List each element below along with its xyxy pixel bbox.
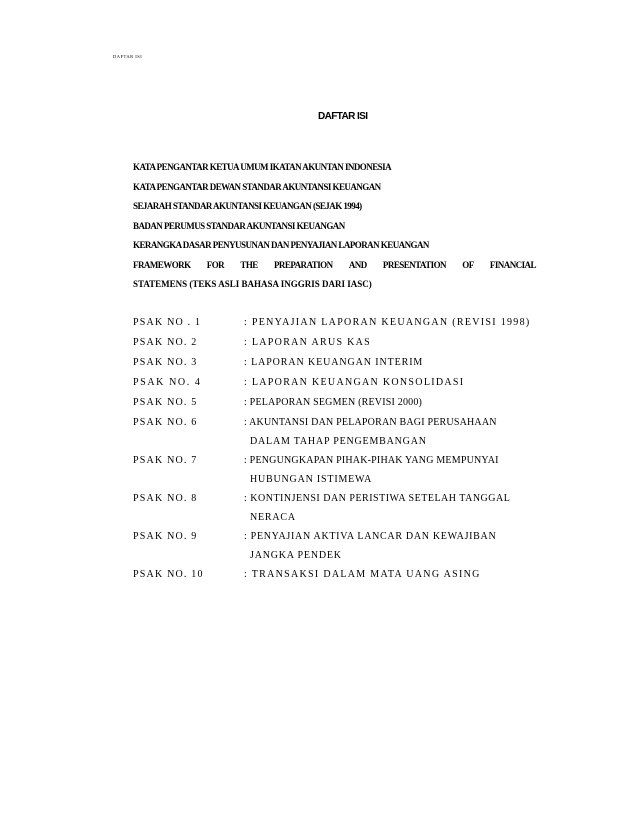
psak-title-line: : AKUNTANSI DAN PELAPORAN BAGI PERUSAHAAN — [244, 417, 497, 428]
psak-row — [133, 393, 553, 413]
front-matter-item: KATA PENGANTAR KETUA UMUM IKATAN AKUNTAN INDONESIA — [133, 162, 392, 172]
front-matter-item: BADAN PERUMUS STANDAR AKUNTANSI KEUANGAN — [133, 220, 345, 231]
framework-word: PREPARATION — [273, 259, 333, 270]
front-matter-list — [133, 158, 536, 295]
psak-title: : TRANSAKSI DALAM MATA UANG ASING — [244, 569, 481, 580]
front-matter-item: SEJARAH STANDAR AKUNTANSI KEUANGAN (SEJAK 1994) — [133, 201, 362, 211]
psak-title: : LAPORAN ARUS KAS — [244, 337, 372, 348]
psak-code: PSAK NO. 9 — [133, 531, 198, 542]
framework-word: FOR — [206, 259, 225, 270]
psak-code: PSAK NO. 7 — [133, 455, 198, 466]
psak-code: PSAK NO. 4 — [133, 377, 202, 388]
psak-row — [133, 451, 553, 489]
framework-line-1 — [133, 256, 536, 276]
framework-line-2: STATEMENS (TEKS ASLI BAHASA INGGRIS DARI IASC) — [133, 279, 372, 289]
psak-code: PSAK NO. 8 — [133, 493, 198, 504]
psak-title: : LAPORAN KEUANGAN KONSOLIDASI — [244, 377, 465, 388]
psak-code: PSAK NO. 2 — [133, 337, 198, 348]
psak-row — [133, 413, 553, 451]
psak-title — [244, 413, 497, 451]
framework-word: OF — [462, 259, 474, 270]
psak-title — [244, 489, 510, 527]
psak-title-line: : PENGUNGKAPAN PIHAK-PIHAK YANG MEMPUNYAI — [244, 455, 499, 466]
psak-title — [244, 527, 496, 565]
psak-code: PSAK NO. 3 — [133, 357, 198, 368]
psak-list — [133, 313, 553, 585]
framework-word: THE — [240, 259, 258, 270]
psak-title-continuation: DALAM TAHAP PENGEMBANGAN — [250, 436, 427, 447]
psak-code: PSAK NO. 6 — [133, 417, 198, 428]
psak-row — [133, 489, 553, 527]
framework-word: FINANCIAL — [489, 259, 536, 270]
psak-code: PSAK NO. 10 — [133, 569, 204, 580]
psak-row — [133, 527, 553, 565]
psak-title-line: : KONTINJENSI DAN PERISTIWA SETELAH TANGGAL — [244, 493, 511, 504]
psak-title-line: : PENYAJIAN AKTIVA LANCAR DAN KEWAJIBAN — [244, 531, 497, 542]
running-header: DAFTAR ISI — [113, 54, 143, 59]
psak-row — [133, 313, 553, 333]
psak-title-continuation: NERACA — [250, 512, 296, 523]
psak-code: PSAK NO. 5 — [133, 397, 198, 408]
psak-row — [133, 333, 553, 353]
front-matter-item: KERANGKA DASAR PENYUSUNAN DAN PENYAJIAN LAPORAN KEUANGAN — [133, 240, 429, 250]
framework-word: AND — [348, 259, 367, 270]
psak-title — [244, 451, 499, 489]
psak-row — [133, 373, 553, 393]
framework-word: FRAMEWORK — [133, 259, 191, 270]
document-title: DAFTAR ISI — [318, 111, 368, 122]
psak-title: : LAPORAN KEUANGAN INTERIM — [244, 357, 424, 368]
psak-code: PSAK NO . 1 — [133, 317, 202, 328]
psak-title: : PENYAJIAN LAPORAN KEUANGAN (REVISI 1998) — [244, 317, 531, 328]
psak-row — [133, 565, 553, 585]
front-matter-item: KATA PENGANTAR DEWAN STANDAR AKUNTANSI KEUANGAN — [133, 181, 381, 192]
psak-title-continuation: JANGKA PENDEK — [250, 550, 342, 561]
psak-title: : PELAPORAN SEGMEN (REVISI 2000) — [244, 397, 423, 408]
psak-title-continuation: HUBUNGAN ISTIMEWA — [250, 474, 373, 485]
framework-word: PRESENTATION — [382, 259, 447, 270]
psak-row — [133, 353, 553, 373]
